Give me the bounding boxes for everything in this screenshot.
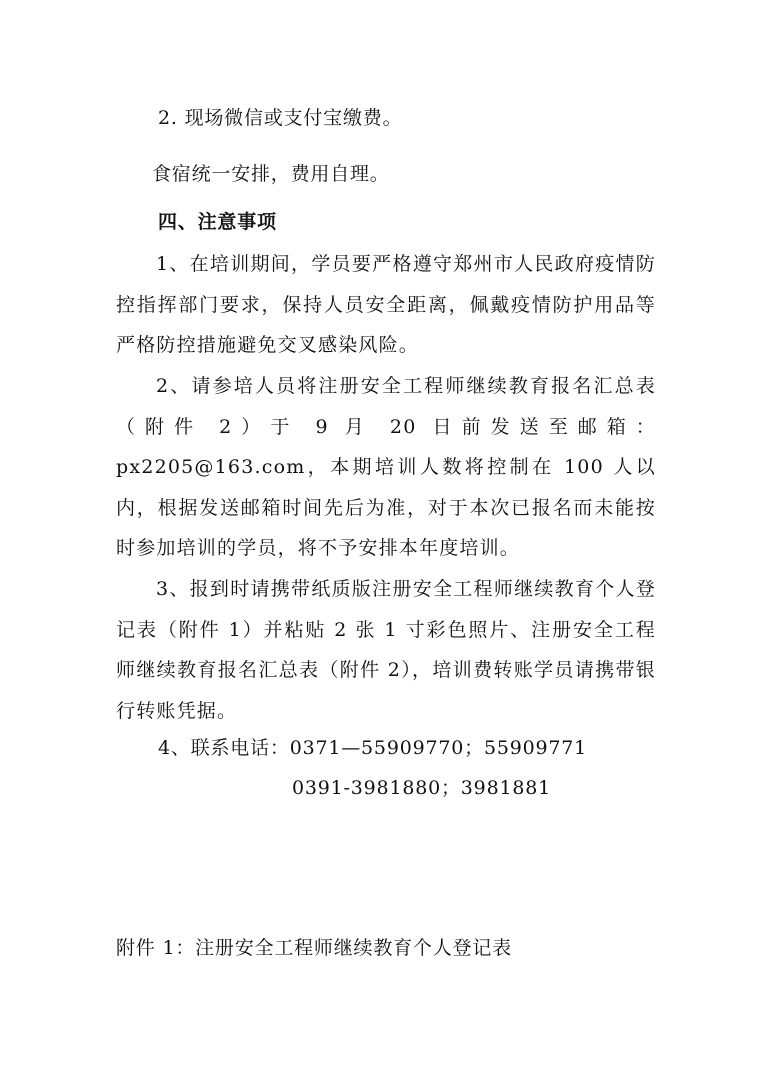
attachment-title: 附件 1：注册安全工程师继续教育个人登记表 [116, 937, 512, 959]
contact-phone-line-2: 0391-3981880；3981881 [292, 777, 552, 799]
note-paragraph-3: 3、报到时请携带纸质版注册安全工程师继续教育个人登记表（附件 1）并粘贴 2 张 1 寸彩色照片、注册安全工程师继续教育报名汇总表（附件 2），培训费转账学员请携带银行转账凭据。 [116, 578, 656, 722]
lodging-note: 食宿统一安排，费用自理。 [152, 163, 390, 185]
note-paragraph-2: 2、请参培人员将注册安全工程师继续教育报名汇总表（附件 2）于 9 月 20 日前发送至邮箱： px2205@163.com，本期培训人数将控制在 100 人以内，根据发送邮箱时间先后为准，对于本次已报名而未能按时参加培训的学员，将不予安排本年度培训。 [116, 375, 656, 559]
contact-phone-line-1: 4、联系电话：0371—55909770；55909771 [158, 737, 588, 759]
note-paragraph-1: 1、在培训期间，学员要严格遵守郑州市人民政府疫情防控指挥部门要求，保持人员安全距离，佩戴疫情防护用品等严格防控措施避免交叉感染风险。 [116, 253, 656, 356]
section-heading-notes: 四、注意事项 [158, 211, 277, 233]
payment-item-2: 2. 现场微信或支付宝缴费。 [158, 107, 403, 129]
